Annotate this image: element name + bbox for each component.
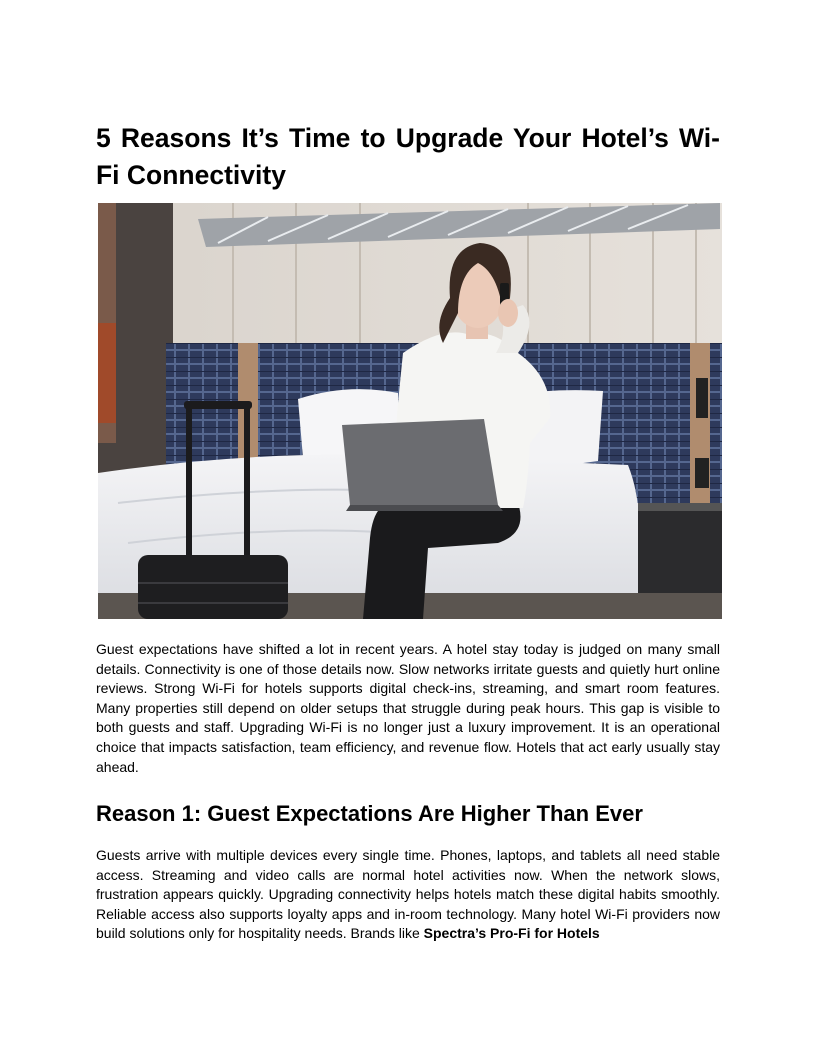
intro-paragraph: Guest expectations have shifted a lot in recent years. A hotel stay today is judged on many small details. Connectivity is one of those details now. Slow networks irritate guests and quietly hurt online reviews. Strong Wi-Fi for hotels supports digital check-ins, streaming, and smart room features. Many properties still depend on older setups that struggle during peak hours. This gap is visible to both guests and staff. Upgrading Wi-Fi is no longer just a luxury improvement. It is an operational choice that impacts satisfaction, team efficiency, and revenue flow. Hotels that act early usually stay ahead. bbox=[96, 641, 720, 775]
reason-1-text: Guests arrive with multiple devices every single time. Phones, laptops, and tablets all need stable access. Streaming and video calls are normal hotel activities now. When the network slows, frustration appears quickly. Upgrading connectivity helps hotels match these digital habits smoothly. Reliable access also supports loyalty apps and in-room technology. Many hotel Wi-Fi providers now build solutions only for hospitality needs. Brands like bbox=[96, 847, 720, 942]
article-title: 5 Reasons It’s Time to Upgrade Your Hotel’s Wi-Fi Connectivity bbox=[96, 123, 720, 190]
section-heading-reason-1: Reason 1: Guest Expectations Are Higher Than Ever bbox=[96, 801, 643, 826]
hero-image bbox=[98, 203, 722, 619]
spectra-pro-fi-bold-text: Spectra’s Pro-Fi for Hotels bbox=[423, 925, 600, 942]
reason-1-paragraph bbox=[96, 846, 720, 944]
